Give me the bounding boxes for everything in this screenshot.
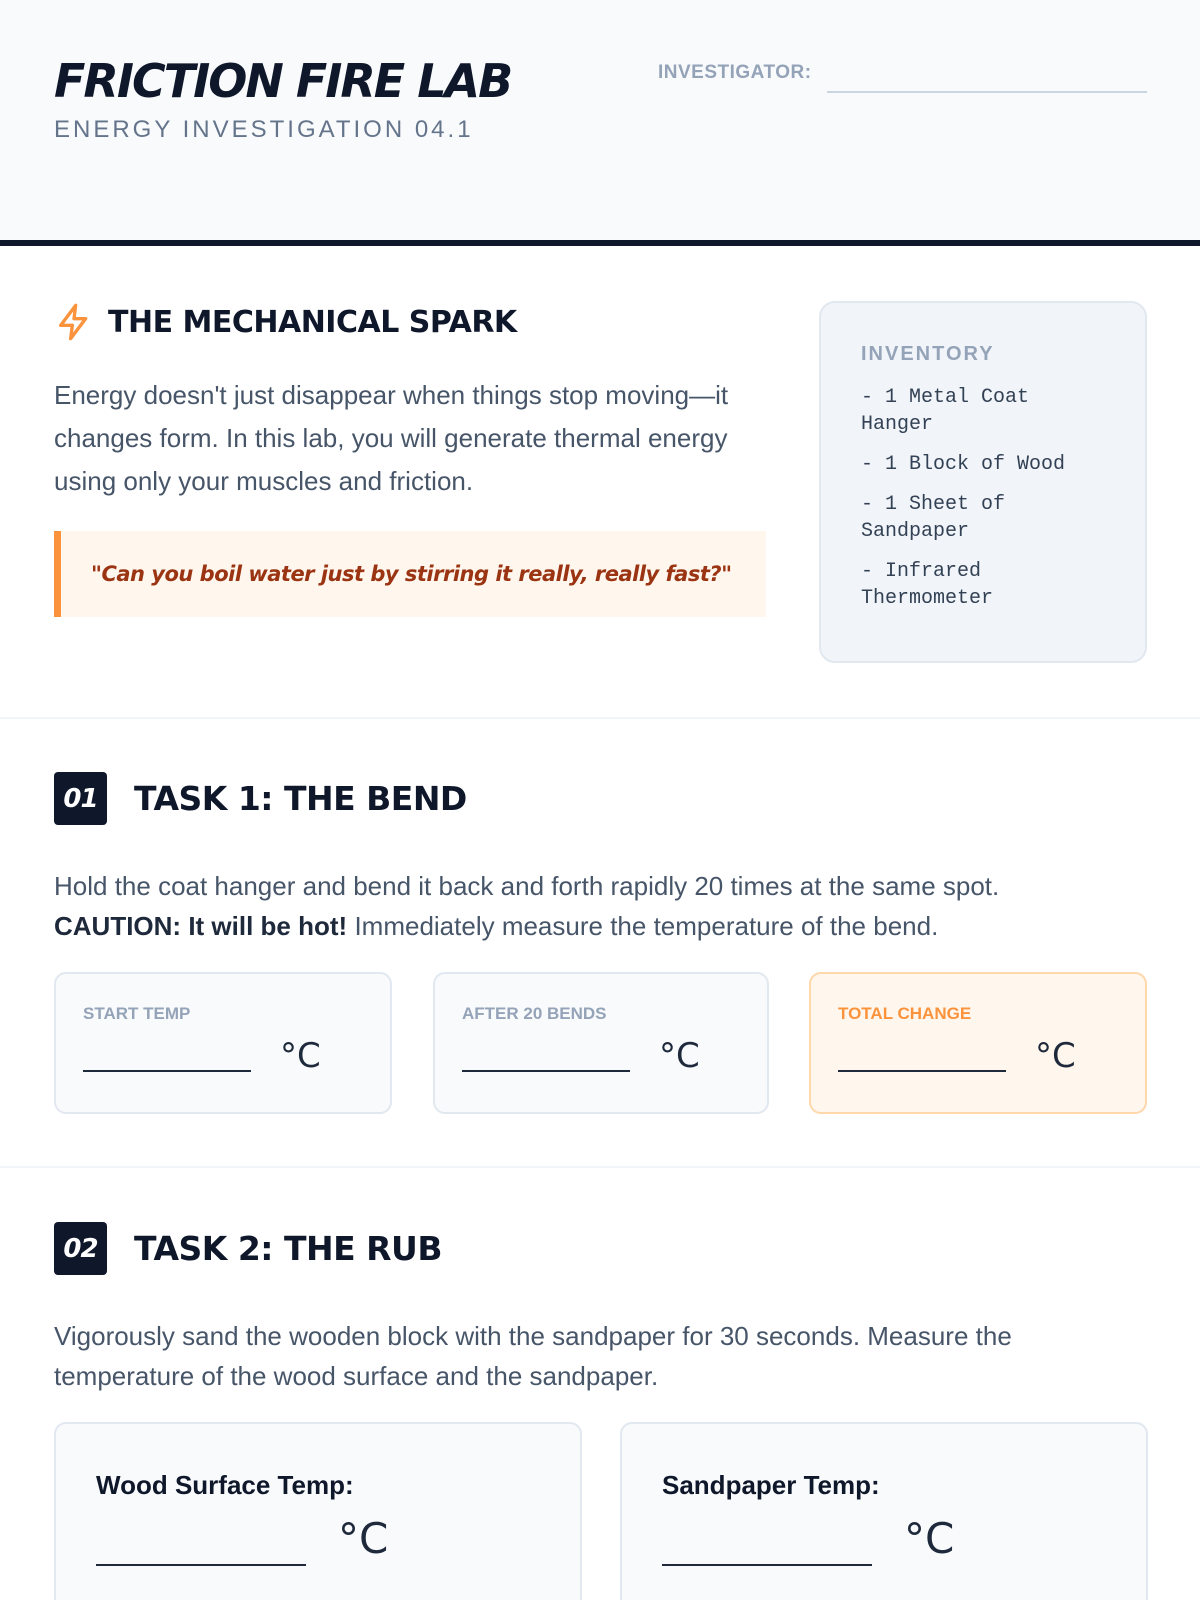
task1-instruction-end: Immediately measure the temperature of the bend. [354,911,939,941]
inventory-panel [819,301,1147,663]
task1-title: TASK 1: THE BEND [134,779,467,818]
caution-text: It will be hot! [188,911,348,941]
wood-surface-temp-input[interactable] [96,1564,306,1566]
intro-heading [54,302,517,342]
driving-question-quote: "Can you boil water just by stirring it really, really fast?" [54,531,766,617]
total-change-label: TOTAL CHANGE [838,1004,972,1023]
investigator-label: INVESTIGATOR: [658,62,812,83]
section-divider [0,717,1200,719]
inventory-item: - 1 Block of Wood [861,453,1066,476]
section-divider [0,1166,1200,1168]
after-bends-temp-field [433,972,769,1114]
lightning-bolt-icon [54,302,94,342]
task2-instructions: Vigorously sand the wooden block with the sandpaper for 30 seconds. Measure the temperature of the wood surface and the sandpaper. [54,1321,1012,1391]
after-bends-label: AFTER 20 BENDS [462,1004,607,1023]
inventory-title: INVENTORY [861,343,995,365]
task2-number-badge: 02 [54,1222,107,1275]
task1-instruction-text: Hold the coat hanger and bend it back and forth rapidly 20 times at the same spot. [54,871,1000,901]
total-change-input[interactable] [838,1070,1006,1072]
wood-surface-temp-field [54,1422,582,1600]
celsius-unit: °C [659,1036,700,1076]
intro-paragraph: Energy doesn't just disappear when things stop moving—it changes form. In this lab, you will generate thermal energy using only your muscles and friction. [54,380,729,496]
celsius-unit: °C [904,1514,955,1563]
celsius-unit: °C [338,1514,389,1563]
wood-surface-temp-label: Wood Surface Temp: [96,1470,354,1500]
total-change-field [809,972,1147,1114]
task2-heading [54,1222,442,1275]
celsius-unit: °C [1035,1036,1076,1076]
celsius-unit: °C [280,1036,321,1076]
sandpaper-temp-label: Sandpaper Temp: [662,1470,880,1500]
start-temp-label: START TEMP [83,1004,191,1023]
start-temp-input[interactable] [83,1070,251,1072]
after-bends-input[interactable] [462,1070,630,1072]
investigator-name-field[interactable] [827,91,1147,93]
caution-label: CAUTION: [54,911,182,941]
sandpaper-temp-input[interactable] [662,1564,872,1566]
task2-title: TASK 2: THE RUB [134,1229,442,1268]
page-title: FRICTION FIRE LAB [54,54,512,108]
inventory-item: - 1 Sheet of Sandpaper [861,493,1006,543]
inventory-item: - Infrared Thermometer [861,560,994,610]
worksheet-header [0,0,1200,246]
sandpaper-temp-field [620,1422,1148,1600]
task1-instructions [54,866,1154,946]
page-subtitle: ENERGY INVESTIGATION 04.1 [54,116,474,143]
task1-heading [54,772,467,825]
task1-number-badge: 01 [54,772,107,825]
start-temp-field [54,972,392,1114]
inventory-item: - 1 Metal Coat Hanger [861,386,1030,436]
intro-heading-text: THE MECHANICAL SPARK [108,304,517,340]
